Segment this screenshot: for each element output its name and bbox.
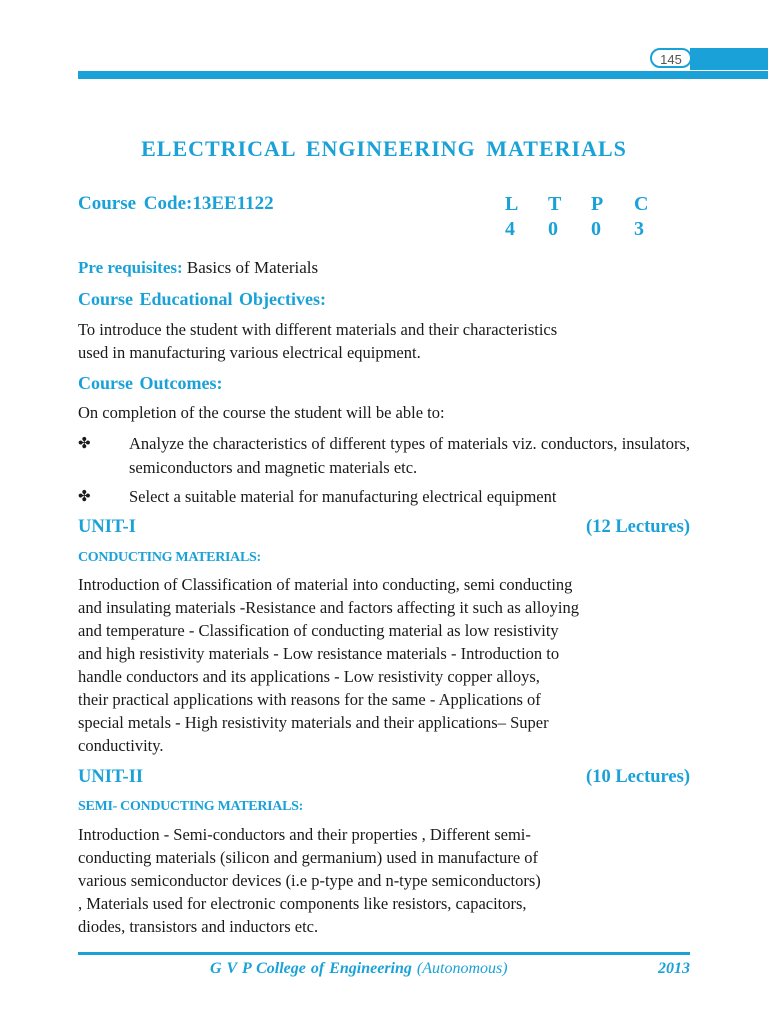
outcome-item — [78, 432, 690, 480]
unit-1-heading — [78, 517, 690, 538]
unit-2-line: , Materials used for electronic components like resistors, capacitors, — [78, 894, 527, 913]
unit-1-lectures: (12 Lectures) — [586, 517, 690, 537]
footer-rule — [78, 952, 690, 955]
outcome-item — [78, 485, 690, 509]
footer-college — [210, 960, 508, 978]
ltpc-header-t: T — [548, 193, 562, 215]
footer-year: 2013 — [658, 960, 690, 977]
unit-2-name: UNIT-II — [78, 767, 144, 787]
ltpc-headers — [505, 193, 677, 216]
clover-bullet-icon: ✤ — [78, 489, 91, 505]
unit-1-line: conductivity. — [78, 736, 164, 755]
unit-1-line: handle conductors and its applications - Low resistivity copper alloys, — [78, 667, 540, 686]
outcomes-intro: On completion of the course the student will be able to: — [78, 403, 445, 422]
ltpc-header-l: L — [505, 193, 519, 215]
prerequisites — [78, 258, 318, 278]
unit-1-body — [78, 573, 690, 757]
unit-2-body — [78, 823, 690, 938]
unit-1-line: and temperature - Classification of conducting material as low resistivity — [78, 621, 559, 640]
ltpc-value-c: 3 — [634, 218, 644, 240]
objectives-line: used in manufacturing various electrical equipment. — [78, 343, 421, 362]
course-code: Course Code:13EE1122 — [78, 193, 274, 214]
prerequisites-label: Pre requisites: — [78, 258, 183, 277]
ltpc-value-l: 4 — [505, 218, 515, 240]
footer-college-name: G V P College of Engineering — [210, 960, 412, 977]
unit-1-line: Introduction of Classification of material into conducting, semi conducting — [78, 575, 573, 594]
unit-2-subtitle: SEMI- CONDUCTING MATERIALS: — [78, 799, 303, 814]
unit-2-line: Introduction - Semi-conductors and their properties , Different semi- — [78, 825, 531, 844]
objectives-text — [78, 318, 690, 364]
clover-bullet-icon: ✤ — [78, 436, 91, 452]
page-tab-bar — [690, 48, 768, 70]
outcomes-heading: Course Outcomes: — [78, 373, 223, 393]
header-rule — [78, 71, 768, 79]
ltpc-header-c: C — [634, 193, 649, 215]
unit-2-line: various semiconductor devices (i.e p-type and n-type semiconductors) — [78, 871, 541, 890]
unit-1-line: and high resistivity materials - Low resistance materials - Introduction to — [78, 644, 560, 663]
prerequisites-value: Basics of Materials — [186, 258, 319, 277]
unit-1-subtitle: CONDUCTING MATERIALS: — [78, 550, 261, 565]
unit-2-line: conducting materials (silicon and germanium) used in manufacture of — [78, 848, 539, 867]
outcome-text: Analyze the characteristics of different types of materials viz. conductors, insulators, semiconductors and magnetic materials etc. — [129, 434, 690, 477]
ltpc-values — [505, 218, 677, 241]
page-title: ELECTRICAL ENGINEERING MATERIALS — [141, 136, 627, 161]
unit-2-line: diodes, transistors and inductors etc. — [78, 917, 319, 936]
objectives-line: To introduce the student with different materials and their characteristics — [78, 320, 558, 339]
unit-2-heading — [78, 767, 690, 788]
outcome-text: Select a suitable material for manufacturing electrical equipment — [129, 487, 557, 506]
footer-autonomous: (Autonomous) — [416, 960, 508, 977]
ltpc-header-p: P — [591, 193, 604, 215]
unit-1-line: special metals - High resistivity materials and their applications– Super — [78, 713, 549, 732]
unit-1-line: their practical applications with reasons for the same - Applications of — [78, 690, 541, 709]
unit-1-line: and insulating materials -Resistance and factors affecting it such as alloying — [78, 598, 579, 617]
unit-1-name: UNIT-I — [78, 517, 136, 537]
objectives-heading: Course Educational Objectives: — [78, 289, 326, 309]
ltpc-value-t: 0 — [548, 218, 558, 240]
unit-2-lectures: (10 Lectures) — [586, 767, 690, 787]
ltpc-value-p: 0 — [591, 218, 601, 240]
page-number: 145 — [650, 48, 692, 68]
